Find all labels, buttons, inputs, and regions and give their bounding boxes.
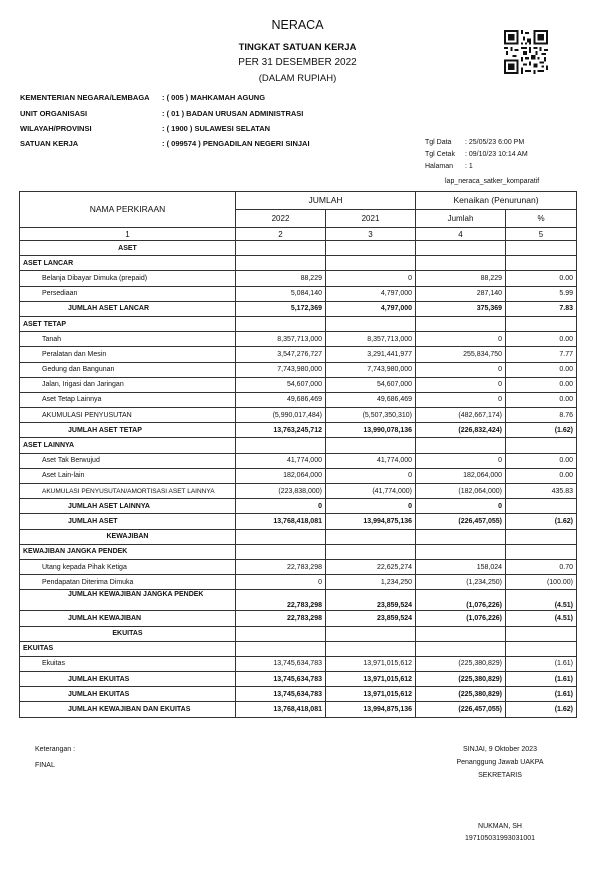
table-row xyxy=(20,468,577,483)
info-label: WILAYAH/PROVINSI xyxy=(20,124,92,133)
table-row xyxy=(20,332,577,347)
info-label: UNIT ORGANISASI xyxy=(20,109,88,118)
table-row xyxy=(20,702,577,717)
empty-cell xyxy=(326,544,416,559)
change-percent: 0.00 xyxy=(506,271,577,286)
value-2021: 4,797,000 xyxy=(326,301,416,316)
empty-cell xyxy=(416,438,506,453)
change-amount: (225,380,829) xyxy=(416,687,506,702)
account-name: Aset Tak Berwujud xyxy=(20,453,236,468)
sign-role: Penanggung Jawab UAKPA xyxy=(456,759,544,766)
empty-cell xyxy=(506,544,577,559)
value-2022: 7,743,980,000 xyxy=(236,362,326,377)
empty-cell xyxy=(326,529,416,544)
value-2021: 0 xyxy=(326,468,416,483)
change-percent: (1.61) xyxy=(506,672,577,687)
empty-cell xyxy=(416,256,506,271)
empty-cell xyxy=(236,316,326,331)
account-name: JUMLAH EKUITAS xyxy=(20,672,236,687)
value-2022: 8,357,713,000 xyxy=(236,332,326,347)
header-year-2022: 2022 xyxy=(236,210,326,228)
empty-cell xyxy=(506,529,577,544)
value-2022: 22,783,298 xyxy=(236,611,326,626)
account-name: JUMLAH KEWAJIBAN xyxy=(20,611,236,626)
value-2021: 1,234,250 xyxy=(326,575,416,590)
empty-cell xyxy=(236,641,326,656)
change-amount: 287,140 xyxy=(416,286,506,301)
empty-cell xyxy=(326,316,416,331)
value-2022: 0 xyxy=(236,499,326,514)
value-2022: (5,990,017,484) xyxy=(236,408,326,423)
value-2021: 4,797,000 xyxy=(326,286,416,301)
empty-cell xyxy=(236,256,326,271)
account-name: Jalan, Irigasi dan Jaringan xyxy=(20,377,236,392)
meta-value: : 1 xyxy=(465,163,473,170)
group-title: EKUITAS xyxy=(20,641,236,656)
account-name: JUMLAH KEWAJIBAN DAN EKUITAS xyxy=(20,702,236,717)
change-amount: 0 xyxy=(416,392,506,407)
group-title: ASET LANCAR xyxy=(20,256,236,271)
section-title: KEWAJIBAN xyxy=(20,529,236,544)
header-change-amount: Jumlah xyxy=(416,210,506,228)
sign-place-date: SINJAI, 9 Oktober 2023 xyxy=(463,746,537,753)
table-row xyxy=(20,672,577,687)
table-row xyxy=(20,241,577,256)
table-body xyxy=(20,241,577,718)
header-col-number: 2 xyxy=(236,228,326,241)
change-percent: (1.62) xyxy=(506,514,577,529)
change-amount: (226,457,055) xyxy=(416,514,506,529)
meta-value: : 09/10/23 10:14 AM xyxy=(465,151,528,158)
account-name: Peralatan dan Mesin xyxy=(20,347,236,362)
value-2022: 13,745,634,783 xyxy=(236,656,326,671)
account-name: Aset Tetap Lainnya xyxy=(20,392,236,407)
header-amount: JUMLAH xyxy=(236,192,416,210)
table-row xyxy=(20,423,577,438)
table-row xyxy=(20,656,577,671)
report-id: lap_neraca_satker_komparatif xyxy=(445,178,540,185)
change-amount: 0 xyxy=(416,332,506,347)
empty-cell xyxy=(416,544,506,559)
change-percent: (100.00) xyxy=(506,575,577,590)
table-row xyxy=(20,590,577,611)
table-row xyxy=(20,559,577,574)
change-amount: (226,832,424) xyxy=(416,423,506,438)
change-amount: (182,064,000) xyxy=(416,484,506,499)
table-row xyxy=(20,453,577,468)
empty-cell xyxy=(326,241,416,256)
report-title: NERACA xyxy=(271,18,324,32)
value-2021: 13,971,015,612 xyxy=(326,656,416,671)
header-year-2021: 2021 xyxy=(326,210,416,228)
info-label: KEMENTERIAN NEGARA/LEMBAGA xyxy=(20,93,150,102)
value-2022: 182,064,000 xyxy=(236,468,326,483)
meta-label: Tgl Cetak xyxy=(425,151,455,158)
meta-label: Halaman xyxy=(425,163,454,170)
change-amount: 0 xyxy=(416,377,506,392)
empty-cell xyxy=(416,641,506,656)
change-percent: 0.00 xyxy=(506,392,577,407)
empty-cell xyxy=(236,544,326,559)
empty-cell xyxy=(326,641,416,656)
change-percent: (1.62) xyxy=(506,702,577,717)
change-percent xyxy=(506,499,577,514)
empty-cell xyxy=(416,241,506,256)
change-percent: 435.83 xyxy=(506,484,577,499)
meta-label: Tgl Data xyxy=(425,139,452,146)
value-2021: (41,774,000) xyxy=(326,484,416,499)
empty-cell xyxy=(236,438,326,453)
group-title: ASET LAINNYA xyxy=(20,438,236,453)
value-2021: 13,990,078,136 xyxy=(326,423,416,438)
change-amount: 0 xyxy=(416,499,506,514)
empty-cell xyxy=(506,316,577,331)
value-2022: 54,607,000 xyxy=(236,377,326,392)
table-row xyxy=(20,286,577,301)
info-value: : ( 005 ) MAHKAMAH AGUNG xyxy=(162,93,266,102)
header-change-percent: % xyxy=(506,210,577,228)
note-label: Keterangan : xyxy=(35,746,76,753)
change-percent: 0.00 xyxy=(506,332,577,347)
account-name: Pendapatan Diterima Dimuka xyxy=(20,575,236,590)
table-row xyxy=(20,362,577,377)
value-2022: 13,745,634,783 xyxy=(236,672,326,687)
value-2022: 49,686,469 xyxy=(236,392,326,407)
empty-cell xyxy=(506,256,577,271)
change-percent: 7.83 xyxy=(506,301,577,316)
account-name: Aset Lain-lain xyxy=(20,468,236,483)
value-2022: (223,838,000) xyxy=(236,484,326,499)
table-row xyxy=(20,301,577,316)
value-2021: (5,507,350,310) xyxy=(326,408,416,423)
header-col-number: 4 xyxy=(416,228,506,241)
value-2022: 41,774,000 xyxy=(236,453,326,468)
info-value: : ( 099574 ) PENGADILAN NEGERI SINJAI xyxy=(162,139,310,148)
table-row xyxy=(20,687,577,702)
signer-id: 197105031993031001 xyxy=(464,835,536,842)
change-percent: 7.77 xyxy=(506,347,577,362)
header-account-name: NAMA PERKIRAAN xyxy=(20,192,236,228)
account-name: Ekuitas xyxy=(20,656,236,671)
header-change: Kenaikan (Penurunan) xyxy=(416,192,577,210)
empty-cell xyxy=(416,529,506,544)
account-name: Tanah xyxy=(20,332,236,347)
header-col-number: 5 xyxy=(506,228,577,241)
empty-cell xyxy=(506,641,577,656)
value-2021: 54,607,000 xyxy=(326,377,416,392)
section-title: ASET xyxy=(20,241,236,256)
value-2021: 8,357,713,000 xyxy=(326,332,416,347)
table-row xyxy=(20,484,577,499)
sign-position: SEKRETARIS xyxy=(478,772,522,779)
account-name: JUMLAH ASET TETAP xyxy=(20,423,236,438)
change-percent: (4.51) xyxy=(506,611,577,626)
table-row xyxy=(20,347,577,362)
table-row xyxy=(20,408,577,423)
value-2022: 22,783,298 xyxy=(236,559,326,574)
empty-cell xyxy=(506,241,577,256)
table-row xyxy=(20,641,577,656)
signer-name: NUKMAN, SH xyxy=(478,823,522,830)
account-name: AKUMULASI PENYUSUTAN/AMORTISASI ASET LAINNYA xyxy=(20,484,236,499)
empty-cell xyxy=(506,626,577,641)
change-percent: 8.76 xyxy=(506,408,577,423)
value-2021: 13,971,015,612 xyxy=(326,672,416,687)
table-row xyxy=(20,377,577,392)
value-2022: 13,768,418,081 xyxy=(236,702,326,717)
change-amount: (1,076,226) xyxy=(416,611,506,626)
value-2021: 3,291,441,977 xyxy=(326,347,416,362)
value-2022: 3,547,276,727 xyxy=(236,347,326,362)
change-amount: 0 xyxy=(416,453,506,468)
change-amount: (226,457,055) xyxy=(416,702,506,717)
change-amount: 255,834,750 xyxy=(416,347,506,362)
value-2021: 0 xyxy=(326,499,416,514)
empty-cell xyxy=(326,256,416,271)
group-title: ASET TETAP xyxy=(20,316,236,331)
change-percent: (1.61) xyxy=(506,656,577,671)
report-period: PER 31 DESEMBER 2022 xyxy=(238,57,357,68)
change-amount: (1,076,226) xyxy=(416,590,506,611)
table-row xyxy=(20,575,577,590)
empty-cell xyxy=(236,626,326,641)
header-col-number: 3 xyxy=(326,228,416,241)
change-percent: 5.99 xyxy=(506,286,577,301)
table-row xyxy=(20,626,577,641)
meta-value: : 25/05/23 6:00 PM xyxy=(465,139,525,146)
table-row xyxy=(20,544,577,559)
info-label: SATUAN KERJA xyxy=(20,139,79,148)
value-2022: 88,229 xyxy=(236,271,326,286)
change-amount: 182,064,000 xyxy=(416,468,506,483)
change-percent: 0.00 xyxy=(506,453,577,468)
report-currency-unit: (DALAM RUPIAH) xyxy=(258,73,337,84)
table-row xyxy=(20,514,577,529)
value-2021: 7,743,980,000 xyxy=(326,362,416,377)
empty-cell xyxy=(326,438,416,453)
account-name: JUMLAH ASET LAINNYA xyxy=(20,499,236,514)
table-row xyxy=(20,529,577,544)
change-amount: (225,380,829) xyxy=(416,672,506,687)
value-2021: 41,774,000 xyxy=(326,453,416,468)
value-2022: 13,763,245,712 xyxy=(236,423,326,438)
change-percent: (4.51) xyxy=(506,590,577,611)
value-2022: 5,172,369 xyxy=(236,301,326,316)
value-2021: 49,686,469 xyxy=(326,392,416,407)
section-title: EKUITAS xyxy=(20,626,236,641)
account-name: Gedung dan Bangunan xyxy=(20,362,236,377)
empty-cell xyxy=(236,241,326,256)
change-percent: 0.70 xyxy=(506,559,577,574)
value-2022: 0 xyxy=(236,575,326,590)
empty-cell xyxy=(416,626,506,641)
table-row xyxy=(20,392,577,407)
change-amount: (225,380,829) xyxy=(416,656,506,671)
account-name: JUMLAH EKUITAS xyxy=(20,687,236,702)
account-name: Belanja Dibayar Dimuka (prepaid) xyxy=(20,271,236,286)
table-row xyxy=(20,316,577,331)
value-2021: 22,625,274 xyxy=(326,559,416,574)
change-percent: 0.00 xyxy=(506,468,577,483)
value-2021: 13,994,875,136 xyxy=(326,514,416,529)
info-value: : ( 1900 ) SULAWESI SELATAN xyxy=(162,124,271,133)
qr-code-icon xyxy=(504,30,548,74)
change-percent: (1.61) xyxy=(506,687,577,702)
change-amount: 375,369 xyxy=(416,301,506,316)
account-name: Persediaan xyxy=(20,286,236,301)
empty-cell xyxy=(506,438,577,453)
balance-sheet-table xyxy=(19,191,577,718)
empty-cell xyxy=(416,316,506,331)
value-2021: 23,859,524 xyxy=(326,590,416,611)
value-2022: 22,783,298 xyxy=(236,590,326,611)
table-row xyxy=(20,271,577,286)
value-2022: 13,745,634,783 xyxy=(236,687,326,702)
table-row xyxy=(20,499,577,514)
account-name: Utang kepada Pihak Ketiga xyxy=(20,559,236,574)
value-2021: 13,994,875,136 xyxy=(326,702,416,717)
change-amount: (482,667,174) xyxy=(416,408,506,423)
change-amount: 0 xyxy=(416,362,506,377)
table-row xyxy=(20,611,577,626)
group-title: KEWAJIBAN JANGKA PENDEK xyxy=(20,544,236,559)
change-percent: 0.00 xyxy=(506,377,577,392)
change-percent: (1.62) xyxy=(506,423,577,438)
report-level: TINGKAT SATUAN KERJA xyxy=(238,42,357,53)
account-name: JUMLAH ASET LANCAR xyxy=(20,301,236,316)
change-percent: 0.00 xyxy=(506,362,577,377)
change-amount: 88,229 xyxy=(416,271,506,286)
empty-cell xyxy=(326,626,416,641)
note-value: FINAL xyxy=(35,762,55,769)
change-amount: (1,234,250) xyxy=(416,575,506,590)
table-row xyxy=(20,256,577,271)
value-2022: 5,084,140 xyxy=(236,286,326,301)
table-row xyxy=(20,438,577,453)
empty-cell xyxy=(236,529,326,544)
value-2021: 0 xyxy=(326,271,416,286)
account-name: JUMLAH ASET xyxy=(20,514,236,529)
info-value: : ( 01 ) BADAN URUSAN ADMINISTRASI xyxy=(162,109,304,118)
value-2021: 23,859,524 xyxy=(326,611,416,626)
account-name: AKUMULASI PENYUSUTAN xyxy=(20,408,236,423)
value-2022: 13,768,418,081 xyxy=(236,514,326,529)
value-2021: 13,971,015,612 xyxy=(326,687,416,702)
change-amount: 158,024 xyxy=(416,559,506,574)
account-name: JUMLAH KEWAJIBAN JANGKA PENDEK xyxy=(20,590,236,611)
header-col-number: 1 xyxy=(20,228,236,241)
